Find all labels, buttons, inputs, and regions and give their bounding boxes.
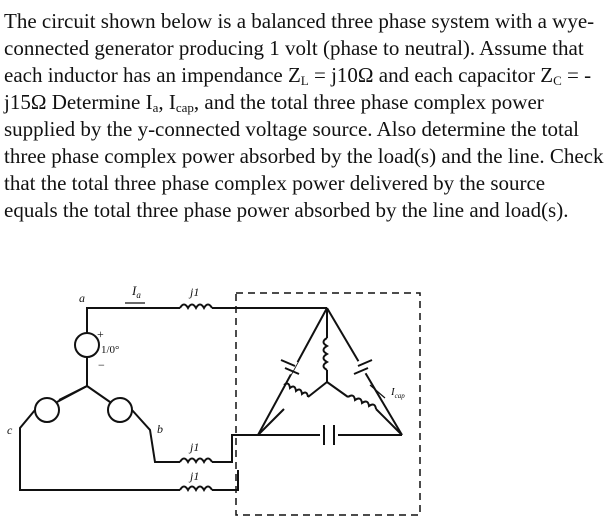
capacitor-right-icon [354, 358, 372, 375]
inductor-load-top-icon [324, 338, 328, 370]
node-a-label: a [79, 291, 85, 305]
source-a-icon [75, 333, 99, 357]
arrow-icap-icon [370, 385, 385, 398]
subscript-c: C [553, 73, 562, 88]
subscript-l: L [300, 73, 309, 88]
wye-load-right [327, 382, 348, 397]
source-value-label: 1/0° [101, 344, 120, 356]
inductor-line-a-icon [180, 305, 212, 309]
inductor-load-left-icon [284, 384, 308, 397]
line-c-to-load [212, 470, 238, 490]
source-plus-label: + [97, 327, 104, 341]
inductor-line-c-icon [180, 487, 212, 491]
line-impedance-mid-label: j1 [190, 440, 200, 454]
inductor-load-right-icon [348, 396, 376, 409]
current-icap-label: $I_{cap}$ [391, 386, 405, 400]
wye-load-left [308, 382, 327, 397]
line-impedance-bottom-label: j1 [190, 469, 200, 483]
line-impedance-top-label: j1 [190, 285, 200, 299]
problem-text-1: The circuit shown below is a balanced three phase system with a wye-connected generator producing 1 volt (phase to neutral). Assume that each inductor has an impendance Z [4, 9, 595, 87]
node-c-label: c [7, 423, 13, 437]
subscript-a: a [152, 100, 159, 115]
line-b-to-load [212, 435, 258, 462]
current-ia-label: $I_a$ [132, 283, 141, 300]
problem-text-4: , I [158, 90, 176, 114]
circuit-diagram [0, 276, 609, 524]
problem-statement [4, 8, 604, 224]
problem-text-2: = j10Ω and each capacitor Z [308, 63, 554, 87]
source-b-icon [108, 398, 132, 422]
inductor-line-b-icon [180, 459, 212, 463]
node-b-label: b [157, 422, 163, 436]
line-b-wire [132, 410, 180, 462]
subscript-cap: cap [175, 100, 194, 115]
problem-text-5: , and the total three phase complex power supplied by the y-connected voltage source. Also determine the total three phase complex power absorbed by the load(s) and the line. Check that the total three phase complex power delivered by the source equals the total three phase power absorbed by the line and load(s). [4, 90, 604, 222]
problem-text-3: = -j15Ω Determine I [4, 63, 592, 114]
source-minus-label: − [98, 358, 105, 372]
source-c-icon [35, 398, 59, 422]
